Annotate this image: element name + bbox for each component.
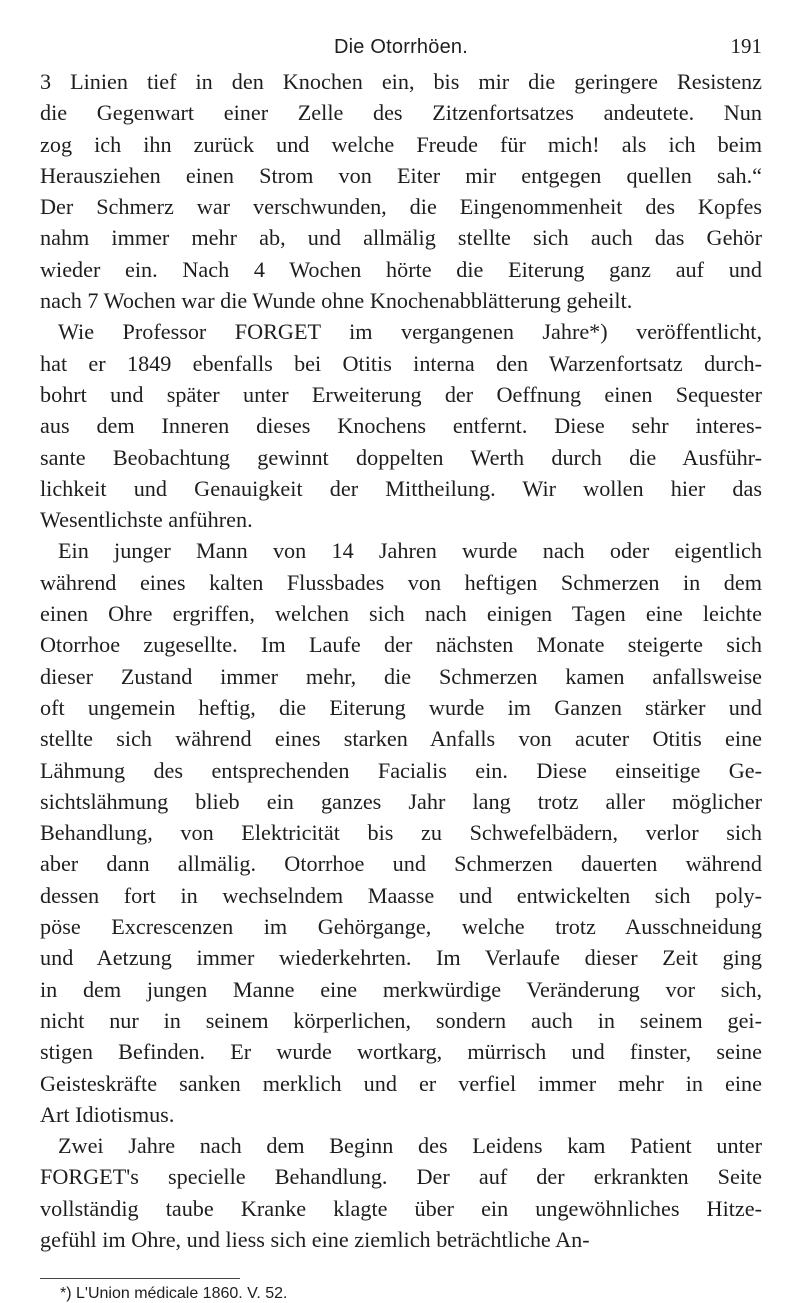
text-line: dessen fort in wechselndem Maasse und entwickelten sich poly- — [40, 882, 762, 908]
text-line: aus dem Inneren dieses Knochens entfernt. Diese sehr interes- — [40, 413, 762, 439]
text-line: stellte sich während eines starken Anfalls von acuter Otitis eine — [40, 726, 762, 752]
text-line: Wesentlichste anführen. — [40, 507, 253, 533]
text-line: einen Ohre ergriffen, welchen sich nach einigen Tagen eine leichte — [40, 601, 762, 627]
text-line: sante Beobachtung gewinnt doppelten Werth durch die Ausführ- — [40, 444, 762, 470]
text-line: zog ich ihn zurück und welche Freude für mich! als ich beim — [40, 131, 762, 157]
text-line: während eines kalten Flussbades von heftigen Schmerzen in dem — [40, 569, 762, 595]
text-line: nahm immer mehr ab, und allmälig stellte sich auch das Gehör — [40, 225, 762, 251]
text-line: die Gegenwart einer Zelle des Zitzenfortsatzes andeutete. Nun — [40, 100, 762, 126]
text-line: dieser Zustand immer mehr, die Schmerzen kamen anfallsweise — [40, 663, 762, 689]
text-line: gefühl im Ohre, und liess sich eine ziemlich beträchtliche An- — [40, 1226, 590, 1252]
text-line: aber dann allmälig. Otorrhoe und Schmerzen dauerten während — [40, 851, 762, 877]
text-line: Herausziehen einen Strom von Eiter mir entgegen quellen sah.“ — [40, 162, 762, 188]
text-line: hat er 1849 ebenfalls bei Otitis interna den Warzenfortsatz durch- — [40, 350, 762, 376]
text-line: Otorrhoe zugesellte. Im Laufe der nächsten Monate steigerte sich — [40, 632, 762, 658]
text-line: Lähmung des entsprechenden Facialis ein. Diese einseitige Ge- — [40, 757, 762, 783]
paragraph — [40, 66, 762, 316]
text-line: wieder ein. Nach 4 Wochen hörte die Eiterung ganz auf und — [40, 256, 762, 282]
page-number: 191 — [730, 34, 762, 58]
footnote: *) L'Union médicale 1860. V. 52. — [60, 1285, 288, 1303]
text-line: Art Idiotismus. — [40, 1101, 175, 1127]
running-header — [40, 34, 762, 64]
paragraph — [40, 316, 762, 535]
text-line: oft ungemein heftig, die Eiterung wurde im Ganzen stärker und — [40, 694, 762, 720]
text-line: lichkeit und Genauigkeit der Mittheilung. Wir wollen hier das — [40, 475, 762, 501]
text-line: FORGET's specielle Behandlung. Der auf der erkrankten Seite — [40, 1164, 762, 1190]
book-page — [40, 34, 762, 1303]
text-line: Zwei Jahre nach dem Beginn des Leidens kam Patient unter — [58, 1133, 762, 1159]
text-line: stigen Befinden. Er wurde wortkarg, mürrisch und finster, seine — [40, 1039, 762, 1065]
text-line: nicht nur in seinem körperlichen, sondern auch in seinem gei- — [40, 1007, 762, 1033]
text-line: vollständig taube Kranke klagte über ein ungewöhnliches Hitze- — [40, 1195, 762, 1221]
chapter-title: Die Otorrhöen. — [334, 36, 468, 58]
text-line: pöse Excrescenzen im Gehörgange, welche trotz Ausschneidung — [40, 914, 762, 940]
text-line: Behandlung, von Elektricität bis zu Schwefelbädern, verlor sich — [40, 820, 762, 846]
body-text — [40, 66, 762, 1255]
text-line: in dem jungen Manne eine merkwürdige Veränderung vor sich, — [40, 976, 762, 1002]
text-line: Wie Professor FORGET im vergangenen Jahre*) veröffentlicht, — [58, 319, 762, 345]
text-line: sichtslähmung blieb ein ganzes Jahr lang trotz aller möglicher — [40, 788, 762, 814]
text-line: nach 7 Wochen war die Wunde ohne Knochenabblätterung geheilt. — [40, 288, 633, 314]
text-line: und Aetzung immer wiederkehrten. Im Verlaufe dieser Zeit ging — [40, 945, 762, 971]
text-line: Ein junger Mann von 14 Jahren wurde nach oder eigentlich — [58, 538, 762, 564]
text-line: 3 Linien tief in den Knochen ein, bis mir die geringere Resistenz — [40, 69, 762, 94]
text-line: Der Schmerz war verschwunden, die Eingenommenheit des Kopfes — [40, 194, 762, 220]
paragraph — [40, 535, 762, 1130]
text-line: bohrt und später unter Erweiterung der Oeffnung einen Sequester — [40, 381, 762, 407]
paragraph — [40, 1130, 762, 1255]
footnote-divider — [40, 1278, 240, 1279]
text-line: Geisteskräfte sanken merklich und er verfiel immer mehr in eine — [40, 1070, 762, 1096]
